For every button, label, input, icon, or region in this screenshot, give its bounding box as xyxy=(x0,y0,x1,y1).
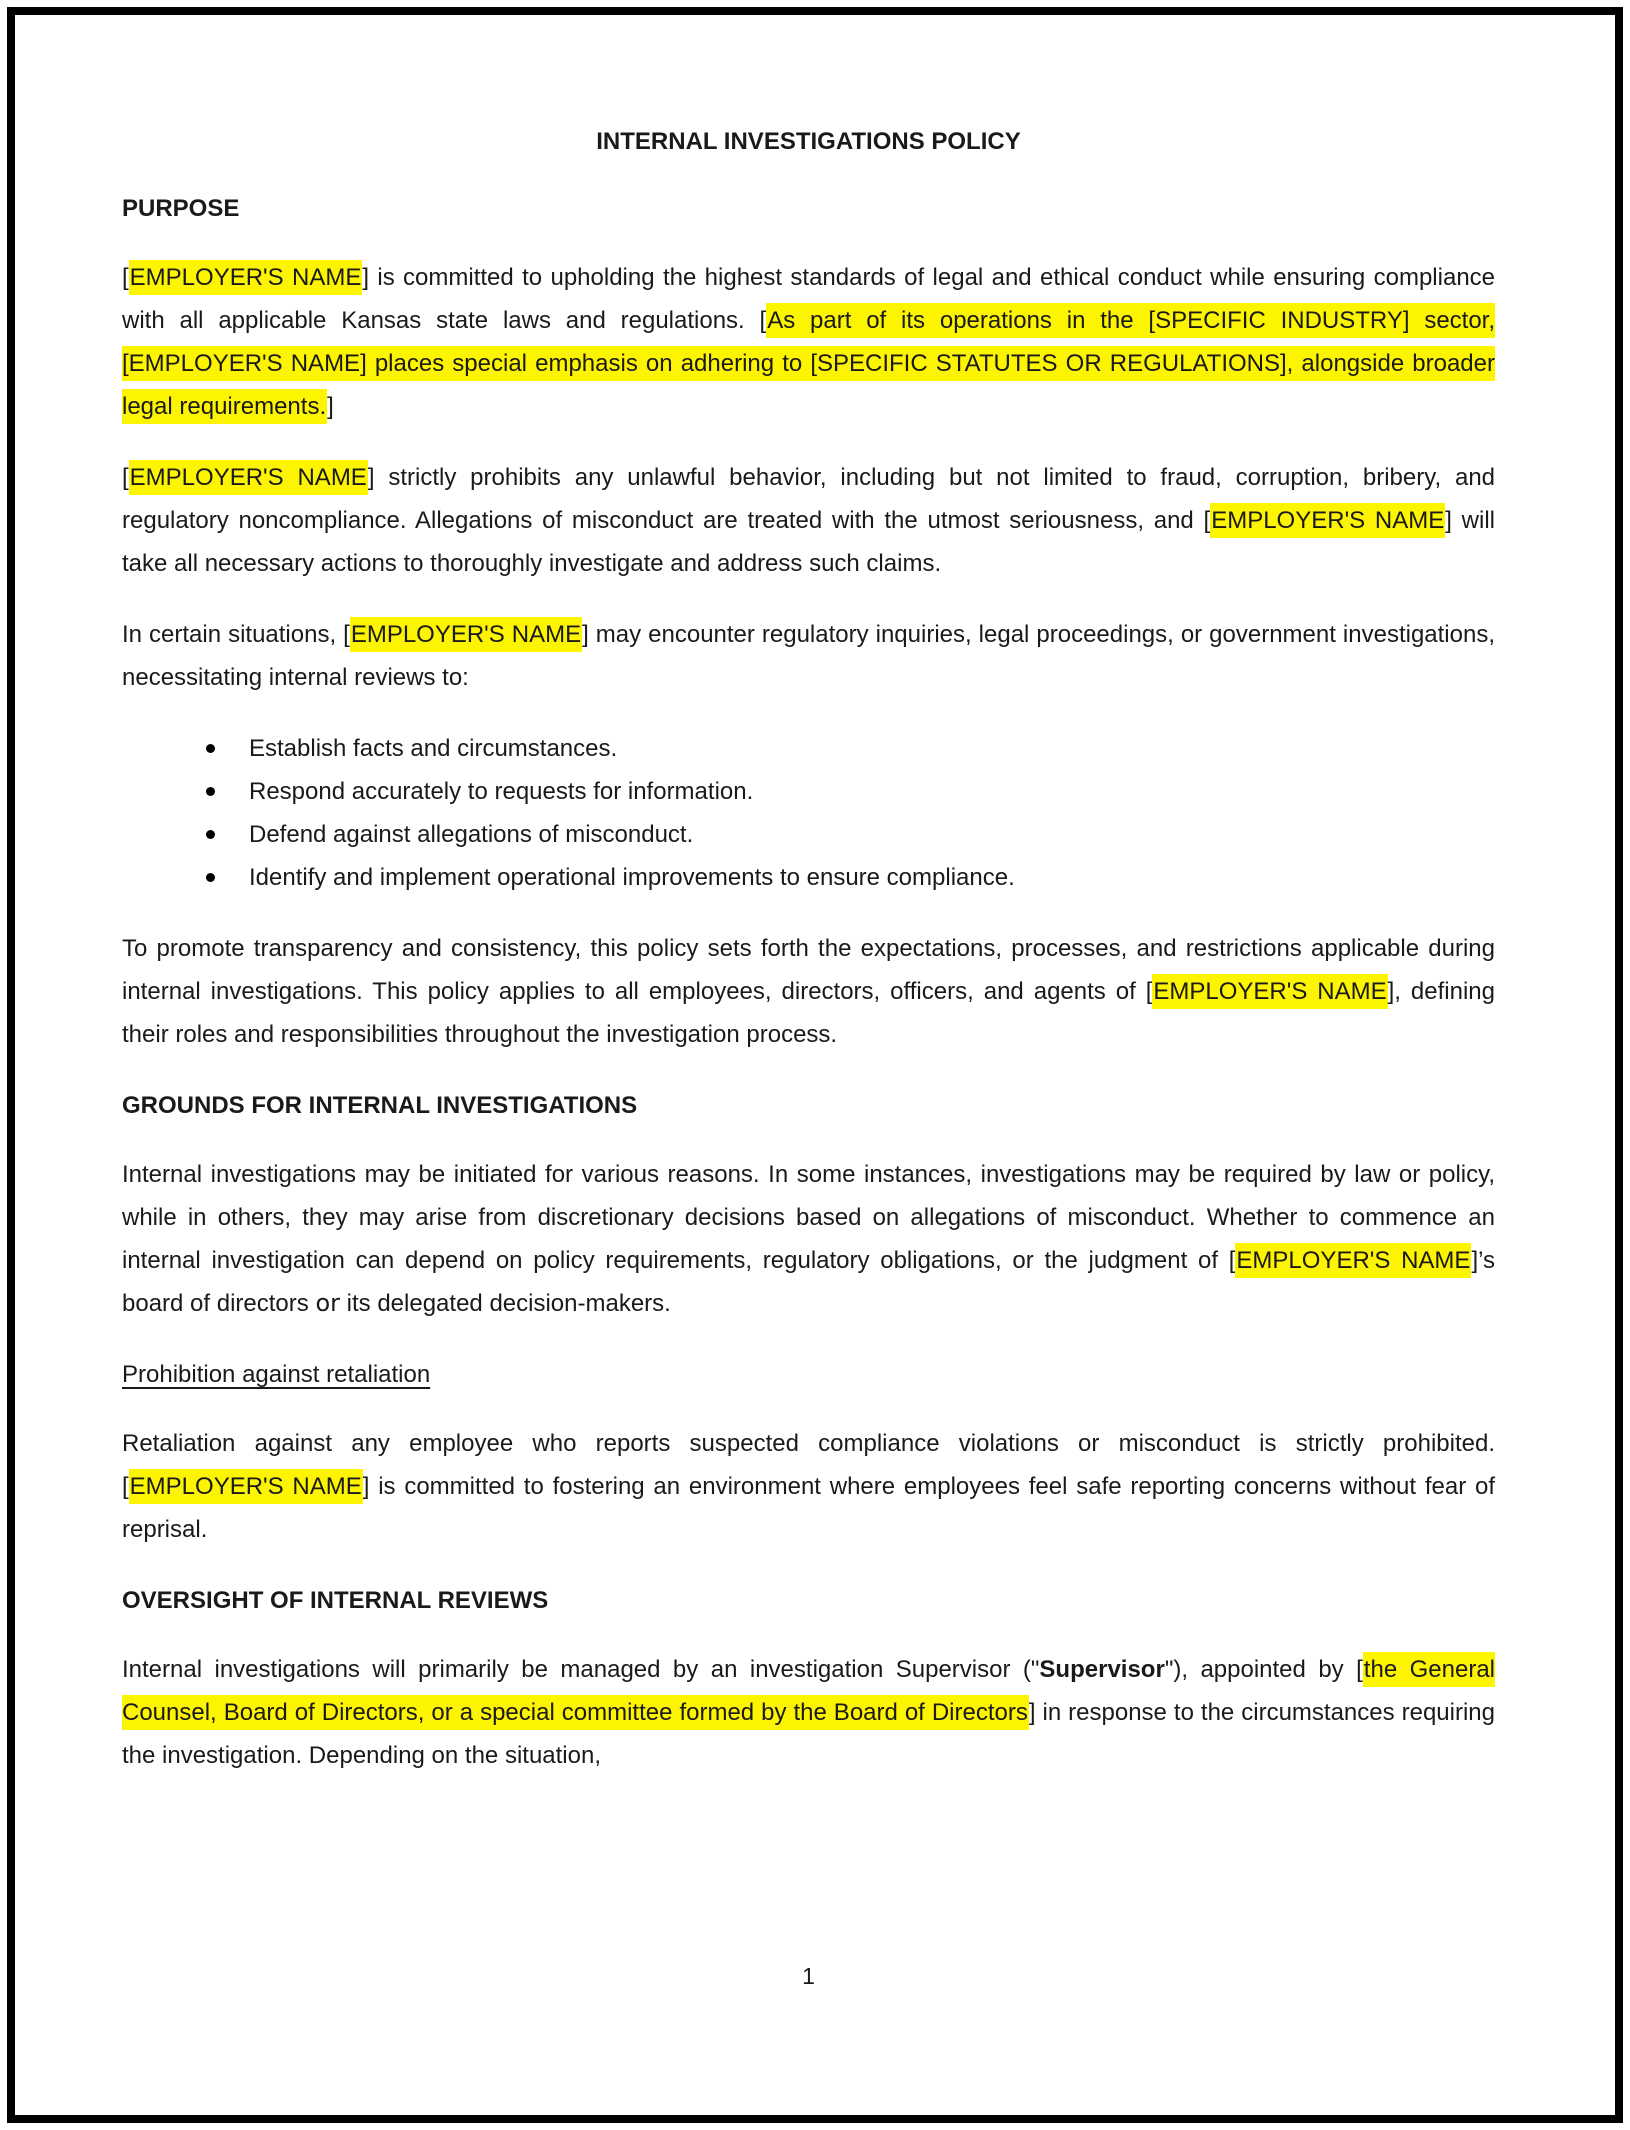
document-title: INTERNAL INVESTIGATIONS POLICY xyxy=(596,128,1021,155)
bullet-list xyxy=(122,727,1495,899)
highlighted-text: EMPLOYER'S NAME xyxy=(129,460,368,495)
highlighted-text: the General Counsel, Board of Directors, or a special committee formed by the Board of Directors xyxy=(122,1652,1495,1730)
highlighted-text: EMPLOYER'S NAME xyxy=(129,260,363,295)
bullet-item: Establish facts and circumstances. xyxy=(206,727,1495,770)
highlighted-text: EMPLOYER'S NAME xyxy=(350,617,582,652)
highlighted-text: EMPLOYER'S NAME xyxy=(129,1469,363,1504)
section-heading-grounds: GROUNDS FOR INTERNAL INVESTIGATIONS xyxy=(122,1092,638,1119)
paragraph-purpose-2: [EMPLOYER'S NAME] strictly prohibits any unlawful behavior, including but not limited to fraud, corruption, bribery, and regulatory noncompliance. Allegations of misconduct are treated with the utmost seriousness, and [EMPLOYER'S NAME] will take all necessary actions to thoroughly investigate and address such claims. xyxy=(122,456,1495,585)
paragraph-purpose-3: In certain situations, [EMPLOYER'S NAME] may encounter regulatory inquiries, legal proceedings, or government investigations, necessitating internal reviews to: xyxy=(122,613,1495,699)
highlighted-text: EMPLOYER'S NAME xyxy=(1210,503,1445,538)
highlighted-text: EMPLOYER'S NAME xyxy=(1152,974,1387,1009)
document-body xyxy=(122,0,1495,1805)
alt-font-text: or xyxy=(315,1289,340,1317)
section-heading-oversight: OVERSIGHT OF INTERNAL REVIEWS xyxy=(122,1587,549,1614)
paragraph-oversight-1: Internal investigations will primarily be managed by an investigation Supervisor ("Supervisor"), appointed by [the General Counsel, Board of Directors, or a special committee formed by the Board of Directors] in response to the circumstances requiring the investigation. Depending on the situation, xyxy=(122,1648,1495,1777)
bold-text: Supervisor xyxy=(1039,1656,1165,1683)
paragraph-purpose-4: To promote transparency and consistency, this policy sets forth the expectations, processes, and restrictions applicable during internal investigations. This policy applies to all employees, directors, officers, and agents of [EMPLOYER'S NAME], defining their roles and responsibilities throughout the investigation process. xyxy=(122,935,1496,1048)
bullet-item: Defend against allegations of misconduct. xyxy=(206,813,1495,856)
section-heading-purpose: PURPOSE xyxy=(122,195,240,222)
bullet-item: Respond accurately to requests for information. xyxy=(206,770,1495,813)
highlighted-text: EMPLOYER'S NAME xyxy=(1235,1243,1471,1278)
bullet-item: Identify and implement operational improvements to ensure compliance. xyxy=(206,856,1495,899)
paragraph-grounds-2: Retaliation against any employee who reports suspected compliance violations or misconduct is strictly prohibited. [EMPLOYER'S NAME] is committed to fostering an environment where employees feel safe reporting concerns without fear of reprisal. xyxy=(122,1430,1496,1543)
paragraph-purpose-1: [EMPLOYER'S NAME] is committed to upholding the highest standards of legal and ethical conduct while ensuring compliance with all applicable Kansas state laws and regulations. [As part of its operations in the [SPECIFIC INDUSTRY] sector, [EMPLOYER'S NAME] places special emphasis on adhering to [SPECIFIC STATUTES OR REGULATIONS], alongside broader legal requirements.] xyxy=(122,256,1495,428)
paragraph-grounds-1: Internal investigations may be initiated for various reasons. In some instances, investigations may be required by law or policy, while in others, they may arise from discretionary decisions based on allegations of misconduct. Whether to commence an internal investigation can depend on policy requirements, regulatory obligations, or the judgment of [EMPLOYER'S NAME]’s board of directors or its delegated decision-makers. xyxy=(122,1161,1496,1317)
page-number: 1 xyxy=(802,1963,815,1989)
highlighted-text: As part of its operations in the [SPECIFIC INDUSTRY] sector, [EMPLOYER'S NAME] places special emphasis on adhering to [SPECIFIC STATUTES OR REGULATIONS], alongside broader legal requirements. xyxy=(122,303,1495,424)
subheading-retaliation: Prohibition against retaliation xyxy=(122,1361,431,1388)
